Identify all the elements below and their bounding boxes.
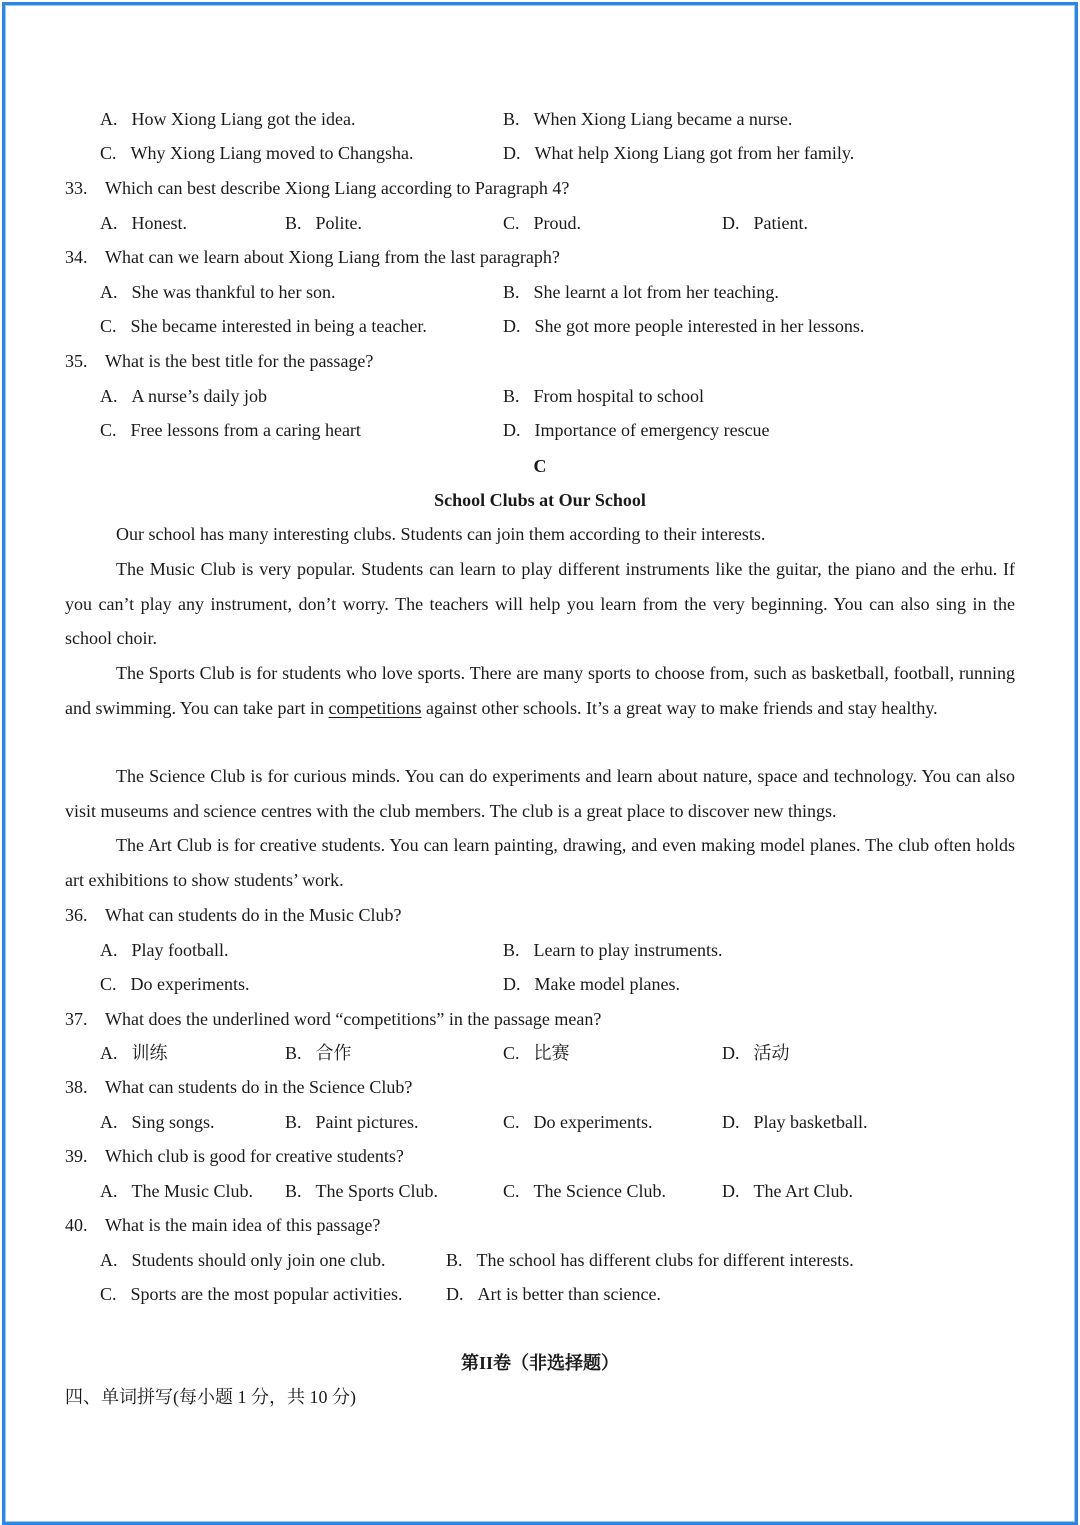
option-35-d[interactable]: D. Importance of emergency rescue (503, 420, 770, 440)
option-35-c[interactable]: C. Free lessons from a caring heart (100, 420, 361, 440)
option-37-d[interactable]: D. 活动 (722, 1043, 790, 1063)
option-36-b[interactable]: B. Learn to play instruments. (503, 940, 723, 960)
option-40-d[interactable]: D. Art is better than science. (446, 1284, 661, 1304)
question-36: 36. What can students do in the Music Club? (65, 905, 402, 925)
option-38-d[interactable]: D. Play basketball. (722, 1112, 868, 1132)
underlined-word-competitions: competitions (328, 697, 422, 718)
option-33-b[interactable]: B. Polite. (285, 213, 363, 233)
option-36-a[interactable]: A. Play football. (100, 940, 229, 960)
question-37: 37. What does the underlined word “competitions” in the passage mean? (65, 1009, 602, 1029)
option-38-c[interactable]: C. Do experiments. (503, 1112, 653, 1132)
question-34: 34. What can we learn about Xiong Liang from the last paragraph? (65, 247, 560, 267)
option-35-b[interactable]: B. From hospital to school (503, 386, 705, 406)
passage-paragraph-5: The Art Club is for creative students. You can learn painting, drawing, and even making model planes. The club often holds art exhibitions to show students’ work. (65, 835, 1015, 890)
option-39-a[interactable]: A. The Music Club. (100, 1181, 253, 1201)
option-32-b[interactable]: B. When Xiong Liang became a nurse. (503, 109, 793, 129)
passage-paragraph-3: The Sports Club is for students who love sports. There are many sports to choose from, such as basketball, football, running and swimming. You can take part in competitions against other schools. It’s a great way to make friends and stay healthy. (65, 663, 1015, 718)
option-39-c[interactable]: C. The Science Club. (503, 1181, 666, 1201)
option-40-c[interactable]: C. Sports are the most popular activities. (100, 1284, 403, 1304)
question-40: 40. What is the main idea of this passage? (65, 1215, 381, 1235)
option-40-b[interactable]: B. The school has different clubs for different interests. (446, 1250, 854, 1270)
part-2-title: 第II卷（非选择题） (460, 1353, 619, 1373)
option-35-a[interactable]: A. A nurse’s daily job (100, 386, 267, 406)
question-39: 39. Which club is good for creative students? (65, 1146, 404, 1166)
passage-paragraph-4: The Science Club is for curious minds. You can do experiments and learn about nature, space and technology. You can also visit museums and science centres with the club members. The club is a great place to discover new things. (65, 766, 1015, 821)
option-33-d[interactable]: D. Patient. (722, 213, 808, 233)
option-34-d[interactable]: D. She got more people interested in her lessons. (503, 316, 865, 336)
question-38: 38. What can students do in the Science Club? (65, 1077, 413, 1097)
option-34-a[interactable]: A. She was thankful to her son. (100, 282, 336, 302)
passage-title: School Clubs at Our School (434, 490, 646, 510)
option-34-c[interactable]: C. She became interested in being a teacher. (100, 316, 427, 336)
option-39-d[interactable]: D. The Art Club. (722, 1181, 853, 1201)
question-35: 35. What is the best title for the passage? (65, 351, 374, 371)
option-32-a[interactable]: A. How Xiong Liang got the idea. (100, 109, 356, 129)
option-40-a[interactable]: A. Students should only join one club. (100, 1250, 386, 1270)
section-4-heading: 四、单词拼写(每小题 1 分，共 10 分) (65, 1387, 356, 1407)
option-37-b[interactable]: B. 合作 (285, 1043, 352, 1063)
option-36-d[interactable]: D. Make model planes. (503, 974, 680, 994)
passage-paragraph-1: Our school has many interesting clubs. Students can join them according to their interests. (116, 524, 766, 544)
passage-paragraph-2: The Music Club is very popular. Students can learn to play different instruments like the guitar, the piano and the erhu. If you can’t play any instrument, don’t worry. The teachers will help you learn from the very beginning. You can also sing in the school choir. (65, 559, 1015, 649)
option-39-b[interactable]: B. The Sports Club. (285, 1181, 439, 1201)
question-33: 33. Which can best describe Xiong Liang according to Paragraph 4? (65, 178, 570, 198)
option-38-a[interactable]: A. Sing songs. (100, 1112, 215, 1132)
option-32-c[interactable]: C. Why Xiong Liang moved to Changsha. (100, 143, 414, 163)
option-37-c[interactable]: C. 比赛 (503, 1043, 570, 1063)
option-37-a[interactable]: A. 训练 (100, 1043, 168, 1063)
option-38-b[interactable]: B. Paint pictures. (285, 1112, 419, 1132)
option-33-a[interactable]: A. Honest. (100, 213, 187, 233)
option-36-c[interactable]: C. Do experiments. (100, 974, 250, 994)
section-letter: C (533, 456, 547, 476)
option-33-c[interactable]: C. Proud. (503, 213, 582, 233)
option-34-b[interactable]: B. She learnt a lot from her teaching. (503, 282, 779, 302)
option-32-d[interactable]: D. What help Xiong Liang got from her family. (503, 143, 855, 163)
